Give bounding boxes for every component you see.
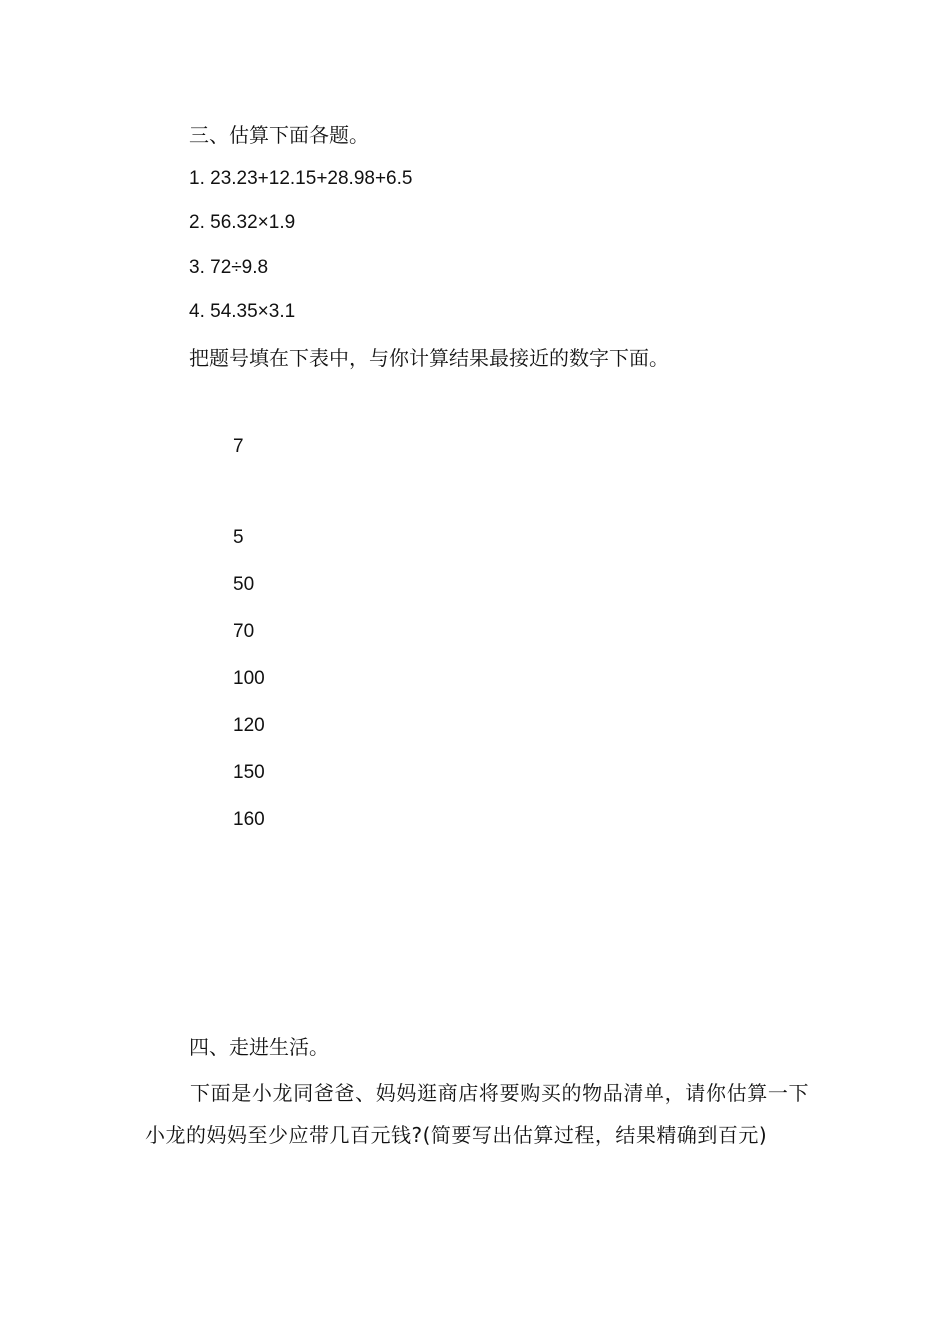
section-4-heading: 四、走进生活。	[189, 1035, 329, 1059]
table-value: 100	[233, 668, 265, 689]
table-value: 5	[233, 527, 244, 548]
table-value: 150	[233, 762, 265, 783]
table-value: 50	[233, 574, 255, 595]
table-value: 70	[233, 621, 255, 642]
table-value: 120	[233, 715, 265, 736]
problem-3: 3. 72÷9.8	[189, 257, 269, 278]
section-4-paragraph: 下面是小龙同爸爸、妈妈逛商店将要购买的物品清单，请你估算一下小龙的妈妈至少应带几百元钱?(简要写出估算过程，结果精确到百元)	[145, 1081, 809, 1147]
problem-4: 4. 54.35×3.1	[189, 301, 296, 322]
table-value: 160	[233, 809, 265, 830]
table-value: 7	[233, 436, 244, 457]
table-instruction: 把题号填在下表中，与你计算结果最接近的数字下面。	[189, 346, 669, 370]
section-3-heading: 三、估算下面各题。	[189, 123, 369, 147]
problem-1: 1. 23.23+12.15+28.98+6.5	[189, 168, 413, 189]
problem-2: 2. 56.32×1.9	[189, 212, 296, 233]
